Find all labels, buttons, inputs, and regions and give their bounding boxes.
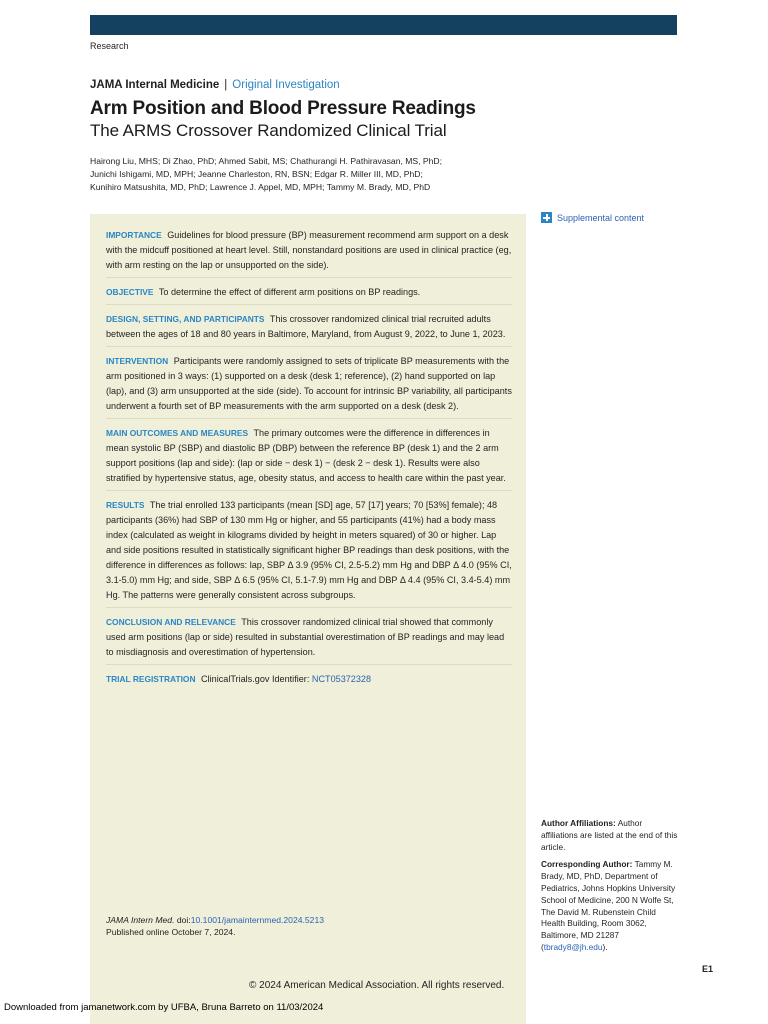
supplemental-label: Supplemental content bbox=[557, 212, 645, 223]
affiliations-text: Author affiliations are listed at the end of this article. bbox=[541, 818, 678, 852]
top-banner-bar bbox=[90, 15, 677, 35]
citation-block bbox=[106, 915, 324, 938]
corresponding-label: Corresponding Author: bbox=[541, 859, 633, 870]
citation-doi-prefix: doi: bbox=[176, 915, 191, 925]
citation-journal: JAMA Intern Med. bbox=[106, 915, 175, 925]
journal-line bbox=[90, 79, 340, 91]
abstract-text: ClinicalTrials.gov Identifier: bbox=[201, 674, 310, 684]
abstract-heading: CONCLUSION AND RELEVANCE bbox=[106, 617, 236, 627]
abstract-heading: RESULTS bbox=[106, 500, 145, 510]
abstract-text: The trial enrolled 133 participants (mean [SD] age, 57 [17] years; 70 [53%] female); 48 participants (36%) had SBP of 130 mm Hg or higher, and 55 participants (41%) had a body mass index (calculated as weight in kilograms divided by height in meters squared) of 30 or higher. Lap and side positions resulted in statistically significant higher BP readings than desk positions, with the difference in differences as follows: lap, SBP Δ 3.9 (95% CI, 2.5-5.2) mm Hg and DBP Δ 4.0 (95% CI, 3.1-5.0) mm Hg; and side, SBP Δ 6.5 (95% CI, 5.1-7.9) mm Hg and DBP Δ 4.4 (95% CI, 3.4-5.4) mm Hg. The patterns were generally consistent across subgroups. bbox=[106, 500, 512, 600]
copyright-notice: © 2024 American Medical Association. All rights reserved. bbox=[249, 980, 505, 991]
abstract-content bbox=[106, 226, 512, 696]
author-line: Kunihiro Matsushita, MD, PhD; Lawrence J. Appel, MD, MPH; Tammy M. Brady, MD, PhD bbox=[90, 182, 431, 192]
abstract-heading: DESIGN, SETTING, AND PARTICIPANTS bbox=[106, 314, 265, 324]
plus-icon bbox=[541, 212, 552, 223]
abstract-heading: TRIAL REGISTRATION bbox=[106, 674, 196, 684]
abstract-objective bbox=[106, 283, 512, 305]
journal-separator: | bbox=[224, 79, 228, 91]
doi-link[interactable]: 10.1001/jamainternmed.2024.5213 bbox=[190, 915, 325, 925]
author-affiliations bbox=[541, 818, 681, 853]
abstract-box bbox=[90, 214, 526, 1024]
corresponding-end: ). bbox=[602, 941, 608, 952]
abstract-results bbox=[106, 496, 512, 608]
corresponding-text: Tammy M. Brady, MD, PhD, Department of Pediatrics, Johns Hopkins University School of Medicine, 200 N Wolfe St, The David M. Rubenstein Child Health Building, Room 3062, Baltimore, MD 21287 ( bbox=[541, 859, 676, 952]
download-notice: Downloaded from jamanetwork.com by UFBA, Bruna Barreto on 11/03/2024 bbox=[4, 1002, 324, 1013]
journal-name: JAMA Internal Medicine bbox=[90, 79, 220, 91]
page-number: E1 bbox=[702, 964, 714, 974]
content-type-link[interactable]: Original Investigation bbox=[232, 79, 340, 91]
abstract-heading: OBJECTIVE bbox=[106, 287, 154, 297]
abstract-registration bbox=[106, 670, 512, 691]
author-line: Junichi Ishigami, MD, MPH; Jeanne Charleston, RN, BSN; Edgar R. Miller III, MD, PhD; bbox=[90, 169, 423, 179]
author-line: Hairong Liu, MHS; Di Zhao, PhD; Ahmed Sabit, MS; Chathurangi H. Pathiravasan, MS, PhD; bbox=[90, 156, 443, 166]
abstract-text: Participants were randomly assigned to sets of triplicate BP measurements with the arm positioned in 3 ways: (1) supported on a desk (desk 1; reference), (2) hand supported on lap (lap), and (3) arm unsupported at the side (side). To account for intrinsic BP variability, all participants underwent a fourth set of BP measurements with the arm supported on a desk (desk 2). bbox=[106, 356, 512, 411]
trial-registration-link[interactable]: NCT05372328 bbox=[311, 674, 372, 684]
citation-doi-line bbox=[106, 915, 324, 927]
abstract-design bbox=[106, 310, 512, 347]
corresponding-author bbox=[541, 859, 681, 953]
section-label: Research bbox=[90, 41, 129, 51]
abstract-heading: MAIN OUTCOMES AND MEASURES bbox=[106, 428, 249, 438]
abstract-text: Guidelines for blood pressure (BP) measurement recommend arm support on a desk with the midcuff positioned at heart level. Still, nonstandard positions are used in clinical practice (eg, with arm resting on the lap or unsupported on the side). bbox=[106, 230, 512, 270]
abstract-text: This crossover randomized clinical trial recruited adults between the ages of 18 and 80 years in Baltimore, Maryland, from August 9, 2022, to June 1, 2023. bbox=[106, 314, 506, 339]
email-link[interactable]: tbrady8@jh.edu bbox=[543, 941, 603, 952]
abstract-intervention bbox=[106, 352, 512, 419]
supplemental-content-link[interactable] bbox=[541, 212, 644, 223]
abstract-heading: IMPORTANCE bbox=[106, 230, 162, 240]
abstract-text: The primary outcomes were the difference in differences in mean systolic BP (SBP) and diastolic BP (DBP) between the reference BP (desk 1) and the 2 arm support positions (lap and side): (lap or side − desk 1) − (desk 2 − desk 1). Results were also stratified by hypertensive status, age, obesity status, and access to health care within the past year. bbox=[106, 428, 506, 483]
publication-date: Published online October 7, 2024. bbox=[106, 926, 236, 937]
article-subtitle: The ARMS Crossover Randomized Clinical Trial bbox=[90, 121, 447, 140]
abstract-text: To determine the effect of different arm positions on BP readings. bbox=[158, 287, 421, 297]
sidebar-notes bbox=[541, 818, 681, 960]
abstract-heading: INTERVENTION bbox=[106, 356, 169, 366]
abstract-importance bbox=[106, 226, 512, 278]
abstract-outcomes bbox=[106, 424, 512, 491]
article-title: Arm Position and Blood Pressure Readings bbox=[90, 98, 476, 119]
abstract-conclusion bbox=[106, 613, 512, 665]
affiliations-label: Author Affiliations: bbox=[541, 818, 616, 828]
author-list bbox=[90, 155, 470, 194]
abstract-text: This crossover randomized clinical trial showed that commonly used arm positions (lap or side) resulted in substantial overestimation of BP readings and may lead to misdiagnosis and overestimation of hypertension. bbox=[106, 617, 505, 657]
